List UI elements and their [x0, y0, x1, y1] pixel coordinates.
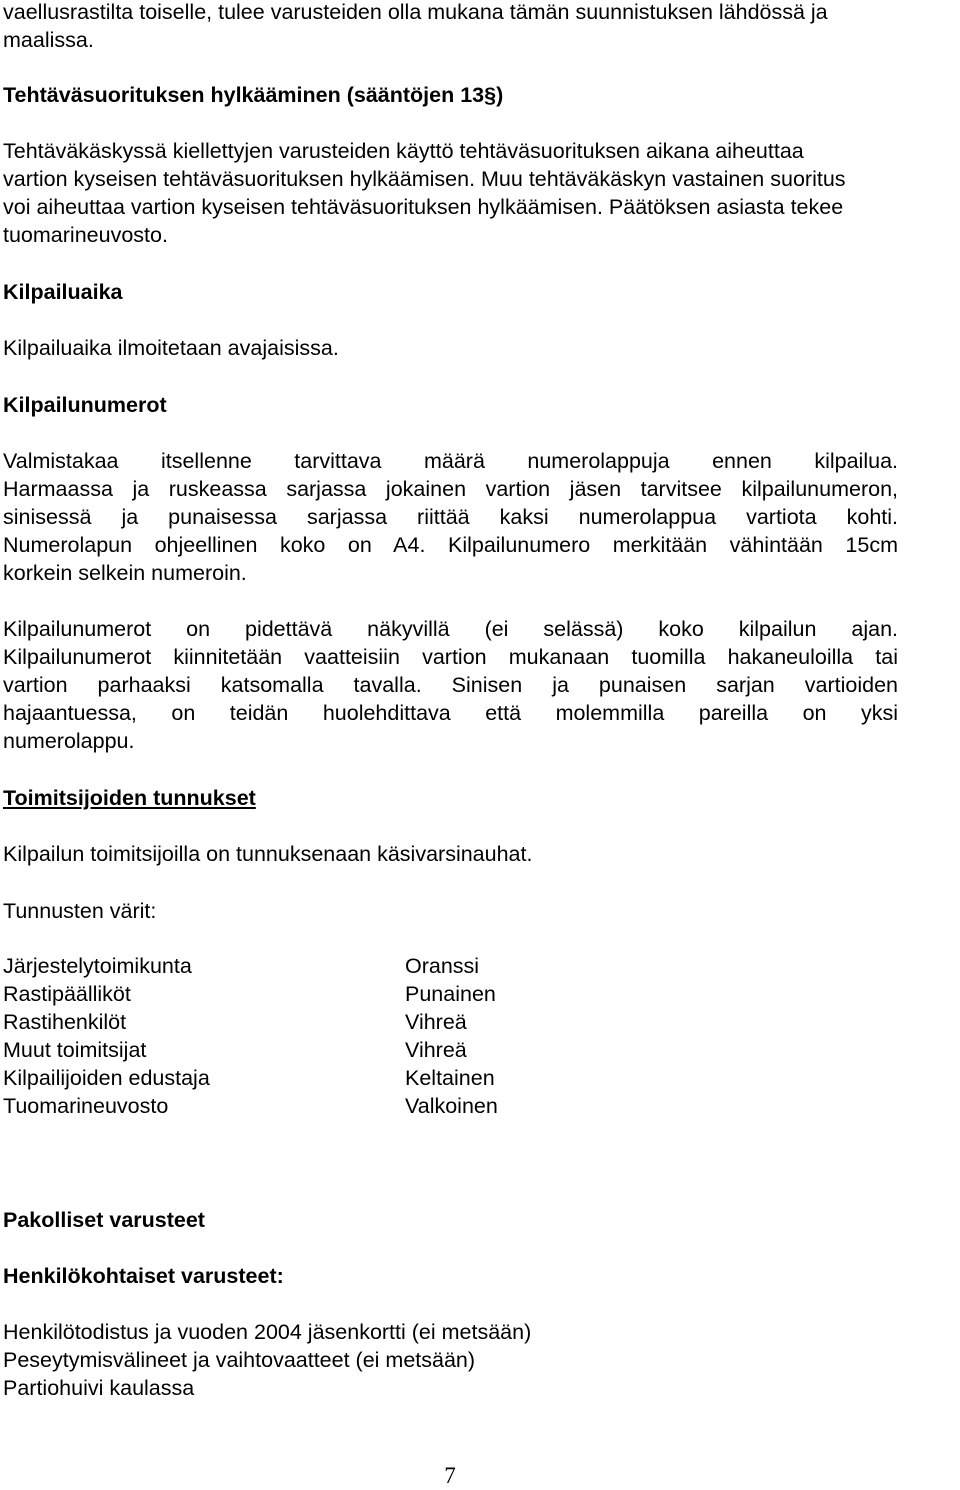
roles-column	[3, 952, 210, 1120]
role-color: Vihreä	[405, 1038, 467, 1062]
rejection-line-4: tuomarineuvosto.	[3, 223, 168, 247]
numbers-p1-line-3: sinisessä ja punaisessa sarjassa riittää kaksi numerolappua vartiota kohti.	[3, 505, 898, 529]
role-name: Järjestelytoimikunta	[3, 954, 192, 978]
role-color: Punainen	[405, 982, 496, 1006]
numbers-paragraph-1	[3, 447, 898, 587]
personal-equipment-heading: Henkilökohtaiset varusteet:	[3, 1264, 284, 1288]
role-color: Vihreä	[405, 1010, 467, 1034]
rejection-heading: Tehtäväsuorituksen hylkääminen (sääntöjen 13§)	[3, 83, 504, 107]
numbers-p2-line-5: numerolappu.	[3, 729, 135, 753]
intro-paragraph	[3, 0, 898, 54]
equipment-heading: Pakolliset varusteet	[3, 1208, 205, 1232]
role-name: Muut toimitsijat	[3, 1038, 147, 1062]
rejection-line-3: voi aiheuttaa vartion kyseisen tehtäväsuorituksen hylkäämisen. Päätöksen asiasta tekee	[3, 195, 844, 219]
numbers-p1-line-4	[3, 531, 898, 559]
officials-text: Kilpailun toimitsijoilla on tunnuksenaan käsivarsinauhat.	[3, 842, 533, 866]
numbers-p2-line-4: hajaantuessa, on teidän huolehdittava että molemmilla pareilla on yksi	[3, 701, 898, 725]
role-name: Rastipäälliköt	[3, 982, 131, 1006]
numbers-p1-line-1: Valmistakaa itsellenne tarvittava määrä numerolappuja ennen kilpailua.	[3, 449, 898, 473]
rejection-line-2: vartion kyseisen tehtäväsuorituksen hylkäämisen. Muu tehtäväkäskyn vastainen suoritus	[3, 167, 846, 191]
colors-label: Tunnusten värit:	[3, 899, 157, 923]
role-color: Keltainen	[405, 1066, 495, 1090]
intro-line-1: vaellusrastilta toiselle, tulee varusteiden olla mukana tämän suunnistuksen lähdössä ja	[3, 0, 828, 24]
equipment-list	[3, 1318, 898, 1402]
numbers-paragraph-2	[3, 615, 898, 755]
role-color: Oranssi	[405, 954, 480, 978]
numbers-p2-line-2: Kilpailunumerot kiinnitetään vaatteisiin vartion mukanaan tuomilla hakaneuloilla tai	[3, 645, 898, 669]
numbers-heading: Kilpailunumerot	[3, 393, 167, 417]
role-name: Kilpailijoiden edustaja	[3, 1066, 210, 1090]
role-color: Valkoinen	[405, 1094, 498, 1118]
numbers-p1-line-2: Harmaassa ja ruskeassa sarjassa jokainen vartion jäsen tarvitsee kilpailunumeron,	[3, 477, 898, 501]
role-name: Tuomarineuvosto	[3, 1094, 169, 1118]
numbers-p1-line-4c: . Kilpailunumero merkitään vähintään 15cm	[419, 533, 898, 557]
list-item: Partiohuivi kaulassa	[3, 1376, 195, 1400]
intro-line-2: maalissa.	[3, 28, 94, 52]
competition-time-heading: Kilpailuaika	[3, 280, 123, 304]
page-number: 7	[444, 1463, 456, 1488]
role-name: Rastihenkilöt	[3, 1010, 127, 1034]
colors-column	[405, 952, 498, 1120]
list-item: Henkilötodistus ja vuoden 2004 jäsenkortti (ei metsään)	[3, 1320, 532, 1344]
paper-size-text: A4	[393, 533, 420, 557]
officials-heading: Toimitsijoiden tunnukset	[3, 786, 256, 810]
rejection-line-1: Tehtäväkäskyssä kiellettyjen varusteiden käyttö tehtäväsuorituksen aikana aiheuttaa	[3, 139, 804, 163]
numbers-p1-line-4a: Numerolapun ohjeellinen koko on	[3, 533, 394, 557]
numbers-p2-line-3: vartion parhaaksi katsomalla tavalla. Sinisen ja punaisen sarjan vartioiden	[3, 673, 898, 697]
rejection-paragraph	[3, 137, 898, 249]
list-item: Peseytymisvälineet ja vaihtovaatteet (ei metsään)	[3, 1348, 476, 1372]
competition-time-text: Kilpailuaika ilmoitetaan avajaisissa.	[3, 336, 339, 360]
numbers-p2-line-1: Kilpailunumerot on pidettävä näkyvillä (ei selässä) koko kilpailun ajan.	[3, 617, 898, 641]
numbers-p1-line-5: korkein selkein numeroin.	[3, 561, 247, 585]
